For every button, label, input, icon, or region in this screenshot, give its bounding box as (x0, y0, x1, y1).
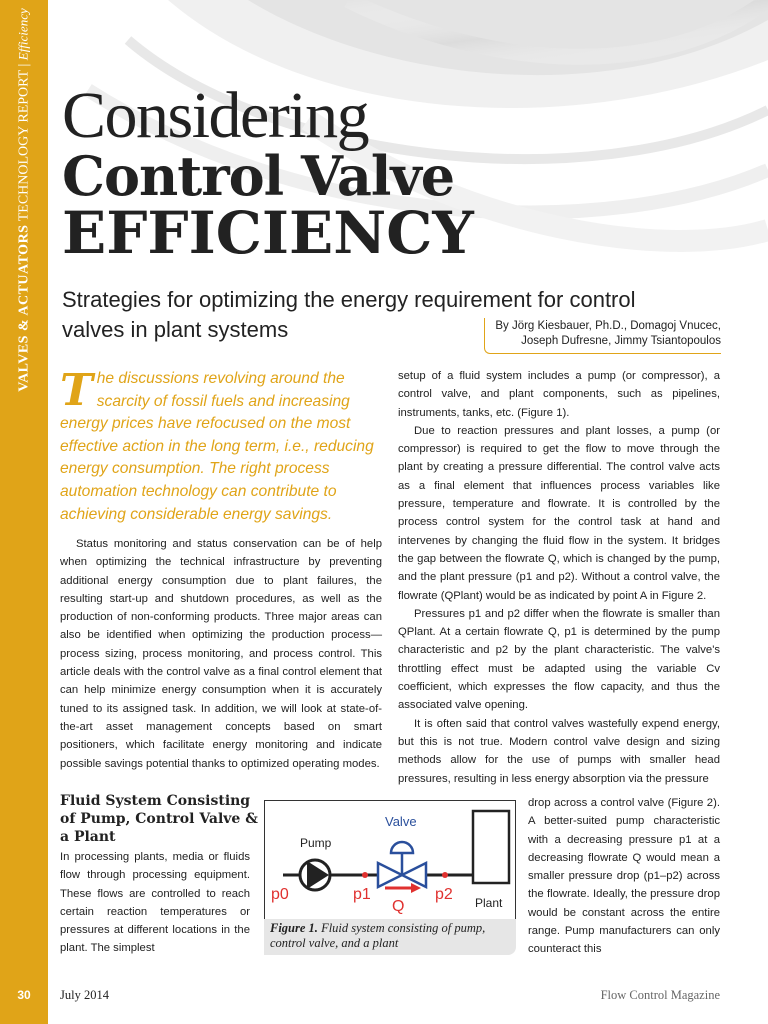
title-line-2: Control Valve (62, 144, 455, 208)
sidebar-band (0, 0, 48, 1024)
issue-date: July 2014 (60, 988, 109, 1002)
valve-label: Valve (385, 814, 417, 829)
fluid-system-diagram (265, 801, 515, 919)
figure-frame (264, 800, 516, 920)
byline-line-1: By Jörg Kiesbauer, Ph.D., Domagoj Vnucec, (495, 320, 721, 332)
body-paragraph: In processing plants, media or fluids flow through processing equipment. These flows are controlled to reach certain reaction temperatures or pressures at different locations in the plant. The simplest (60, 851, 250, 955)
topic-name: Efficiency (15, 8, 31, 61)
section-label (16, 8, 33, 391)
body-paragraph: It is often said that control valves wastefully expend energy, but this is not true. Modern control valve design and sizing methods allow for the use of pumps with smaller head pressures, resulting in less energy absorption via the pressure (398, 717, 720, 785)
plant-label: Plant (475, 896, 503, 910)
title-line-1: Considering (62, 79, 369, 152)
subtitle: Strategies for optimizing the energy requirement for control valves in plant systems (62, 287, 636, 342)
body-paragraph: drop across a control valve (Figure 2). A better-suited pump characteristic with a decreasing pressure p1 at a decreasing flowrate Q would mean a smaller pressure drop (p1–p2) across the flowrate. Ideally, the pressure drop would be constant across the entire range. Pump manufacturers can only counteract this (528, 797, 720, 956)
body-paragraph: Due to reaction pressures and plant losses, a pump (or compressor) is required to get the flow to move through the plant by creating a pressure differential. The control valve acts as a final element that influences process variables like pressure, temperature and flowrate. It is controlled by the process control system for the control task at hand and intervenes by changing the fluid flow in the system. It bridges the gap between the flowrate Q, which is changed by the pump, and the plant pressure (p1 and p2). Without a control valve, the flowrate (QPlant) would be as indicated by point A in Figure 2. (398, 424, 720, 602)
column-2 (398, 367, 720, 788)
byline (484, 318, 721, 354)
byline-line-2: Joseph Dufresne, Jimmy Tsiantopoulos (521, 335, 721, 347)
section-heading: Fluid System Consisting of Pump, Control Valve & a Plant (60, 793, 258, 845)
body-paragraph: Pressures p1 and p2 differ when the flowrate is smaller than QPlant. At a certain flowrate Q, p1 is determined by the pump characteristic and p2 by the plant characteristic. The valve's throttling effect must be adapted using the variable Cv coefficient, which expresses the flow capacity, and thus the associated valve opening. (398, 607, 720, 712)
figure-caption-text: Fluid system consisting of pump, control valve, and a plant (270, 921, 486, 950)
flow-label: Q (392, 898, 405, 915)
column-1 (60, 535, 382, 773)
page-number: 30 (17, 988, 31, 1002)
section-name: VALVES & ACTUATORS (16, 224, 32, 392)
separator: | (16, 63, 32, 67)
body-paragraph: Status monitoring and status conservation can be of help when optimizing the technical infrastructure by preventing additional energy consumption due to plant failures, the resulting start-up and shutdown procedures, as well as the production of non-conforming products. Three major areas can also be identified when optimizing the production process—process sizing, process monitoring, and process control. This article deals with the control valve as a final control element that can help minimize energy consumption when it is accurately tuned to its assigned task. In addition, we will look at state-of-the-art asset management concepts based on smart positioners, which facilitate energy monitoring and indicate possible savings potential thanks to optimized operating modes. (60, 538, 382, 770)
body-paragraph: setup of a fluid system includes a pump (or compressor), a control valve, and plant components, such as pipelines, instruments, tanks, etc. (Figure 1). (398, 370, 720, 419)
figure-caption (264, 919, 516, 955)
lead-text: he discussions revolving around the scarcity of fossil fuels and increasing energy prices have refocused on the most effective action in the long term, i.e., reducing energy consumption. The right process automation technology can contribute to achieving considerable energy savings. (60, 370, 374, 523)
p2-point (442, 872, 448, 878)
figure-1 (264, 800, 516, 955)
figure-caption-label: Figure 1. (270, 921, 318, 935)
lead-paragraph (60, 365, 382, 526)
magazine-name: Flow Control Magazine (600, 988, 720, 1002)
p2-label: p2 (435, 886, 453, 903)
report-name: TECHNOLOGY REPORT (16, 70, 32, 222)
plant-tank-icon (473, 811, 509, 883)
drop-cap: T (60, 365, 93, 416)
column-1-lower (60, 848, 250, 958)
column-3 (528, 794, 720, 959)
p1-point (362, 872, 368, 878)
pump-label: Pump (300, 836, 332, 850)
p0-label: p0 (271, 886, 289, 903)
valve-actuator-icon (391, 842, 413, 853)
p1-label: p1 (353, 886, 371, 903)
title-line-3: EFFICIENCY (62, 199, 474, 267)
